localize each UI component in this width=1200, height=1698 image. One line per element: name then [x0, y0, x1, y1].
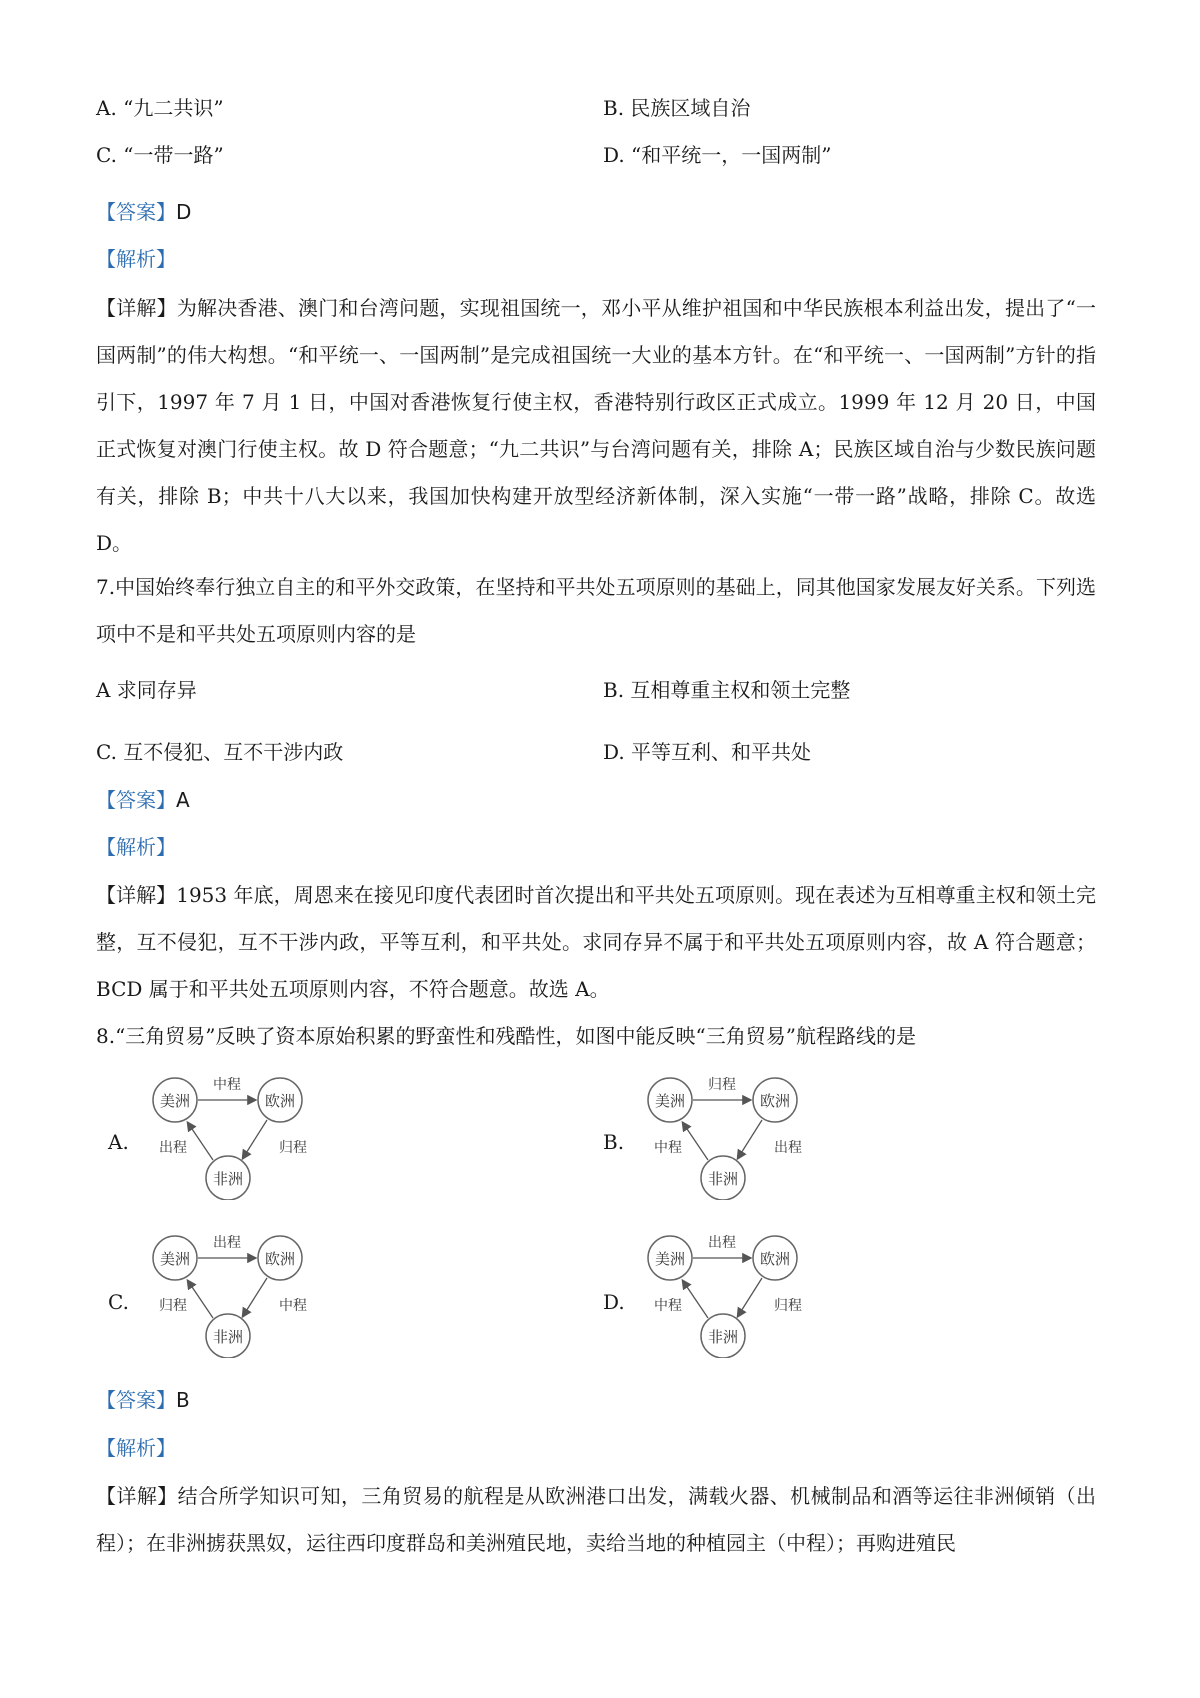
- q6-answer-line: [96, 198, 191, 226]
- q6-detail-text: 为解决香港、澳门和台湾问题，实现祖国统一，邓小平从维护祖国和中华民族根本利益出发，提出了“一国两制”的伟大构想。“和平统一、一国两制”是完成祖国统一大业的基本方针。在“和平统一、一国两制”方针的指引下，1997 年 7 月 1 日，中国对香港恢复行使主权，香港特别行政区正式成立。1999 年 12 月 20 日，中国正式恢复对澳门行使主权。故 D 符合题意；“九二共识”与台湾问题有关，排除 A；民族区域自治与少数民族问题有关，排除 B；中共十八大以来，我国加快构建开放型经济新体制，深入实施“一带一路”战略，排除 C。故选 D。: [96, 296, 1097, 555]
- arrow-africa-america: [683, 1281, 708, 1318]
- q7-stem: 7.中国始终奉行独立自主的和平外交政策，在坚持和平共处五项原则的基础上，同其他国家发展友好关系。下列选项中不是和平共处五项原则内容的是: [96, 575, 1096, 646]
- q7-analysis-line: [96, 833, 176, 861]
- arrow-africa-america: [188, 1123, 213, 1160]
- africa-label: 非洲: [707, 1170, 739, 1188]
- africa-label: 非洲: [212, 1328, 244, 1346]
- europe-label: 欧洲: [264, 1250, 296, 1268]
- america-label: 美洲: [159, 1092, 191, 1110]
- right-route-label: 中程: [279, 1298, 307, 1314]
- right-route-label: 出程: [774, 1140, 802, 1156]
- q8-option-c-label: C.: [108, 1290, 129, 1314]
- top-route-label: 中程: [213, 1077, 241, 1093]
- europe-label: 欧洲: [759, 1250, 791, 1268]
- analysis-tag: 【解析】: [96, 1436, 176, 1460]
- q8-option-b-label: B.: [603, 1130, 625, 1154]
- right-route-label: 归程: [774, 1298, 802, 1314]
- detail-tag: 【详解】: [96, 296, 177, 320]
- q7-option-b: B. 互相尊重主权和领土完整: [603, 678, 851, 702]
- europe-label: 欧洲: [759, 1092, 791, 1110]
- q7-detail: [96, 872, 1096, 1013]
- q8-answer-line: [96, 1386, 190, 1414]
- left-route-label: 中程: [654, 1298, 682, 1314]
- q8-option-a-label: A.: [108, 1130, 129, 1154]
- arrow-africa-america: [683, 1123, 708, 1160]
- arrow-europe-africa: [243, 1120, 267, 1158]
- q6-option-b: B. 民族区域自治: [603, 96, 751, 120]
- america-label: 美洲: [159, 1250, 191, 1268]
- arrow-europe-africa: [738, 1120, 762, 1158]
- america-label: 美洲: [654, 1092, 686, 1110]
- q8-answer: B: [176, 1388, 190, 1412]
- europe-label: 欧洲: [264, 1092, 296, 1110]
- q8-diagram-c: [145, 1228, 335, 1358]
- left-route-label: 归程: [159, 1298, 187, 1314]
- answer-tag: 【答案】: [96, 788, 176, 812]
- analysis-tag: 【解析】: [96, 247, 176, 271]
- q7-option-a: A 求同存异: [96, 678, 197, 702]
- q8-diagram-d: [640, 1228, 830, 1358]
- q8-option-d-label: D.: [603, 1290, 625, 1314]
- q7-answer: A: [176, 788, 190, 812]
- answer-tag: 【答案】: [96, 200, 176, 224]
- q6-detail: [96, 285, 1096, 567]
- left-route-label: 出程: [159, 1140, 187, 1156]
- top-route-label: 归程: [708, 1077, 736, 1093]
- q6-option-c: C. “一带一路”: [96, 143, 224, 167]
- q6-option-d: D. “和平统一，一国两制”: [603, 143, 832, 167]
- arrow-europe-africa: [243, 1278, 267, 1316]
- q8-diagram-a: [145, 1070, 335, 1200]
- america-label: 美洲: [654, 1250, 686, 1268]
- q7-detail-text: 1953 年底，周恩来在接见印度代表团时首次提出和平共处五项原则。现在表述为互相尊重主权和领土完整，互不侵犯，互不干涉内政，平等互利，和平共处。求同存异不属于和平共处五项原则内容，故 A 符合题意；BCD 属于和平共处五项原则内容，不符合题意。故选 A。: [96, 883, 1096, 1001]
- top-route-label: 出程: [708, 1235, 736, 1251]
- q8-diagram-b: [640, 1070, 830, 1200]
- answer-tag: 【答案】: [96, 1388, 176, 1412]
- q7-option-d: D. 平等互利、和平共处: [603, 740, 812, 764]
- top-route-label: 出程: [213, 1235, 241, 1251]
- left-route-label: 中程: [654, 1140, 682, 1156]
- arrow-europe-africa: [738, 1278, 762, 1316]
- africa-label: 非洲: [707, 1328, 739, 1346]
- q8-analysis-line: [96, 1434, 176, 1462]
- right-route-label: 归程: [279, 1140, 307, 1156]
- q8-detail: [96, 1473, 1096, 1567]
- q7-option-c: C. 互不侵犯、互不干涉内政: [96, 740, 344, 764]
- q7-answer-line: [96, 786, 190, 814]
- africa-label: 非洲: [212, 1170, 244, 1188]
- q8-stem: 8.“三角贸易”反映了资本原始积累的野蛮性和残酷性，如图中能反映“三角贸易”航程路线的是: [96, 1024, 916, 1048]
- q6-answer: D: [176, 200, 192, 224]
- q8-detail-text: 结合所学知识可知，三角贸易的航程是从欧洲港口出发，满载火器、机械制品和酒等运往非洲倾销（出程）；在非洲掳获黑奴，运往西印度群岛和美洲殖民地，卖给当地的种植园主（中程）；再购进殖民: [96, 1484, 1097, 1555]
- detail-tag: 【详解】: [96, 883, 177, 907]
- q6-option-a: A. “九二共识”: [96, 96, 224, 120]
- analysis-tag: 【解析】: [96, 835, 176, 859]
- detail-tag: 【详解】: [96, 1484, 178, 1508]
- q6-analysis-line: [96, 245, 176, 273]
- arrow-africa-america: [188, 1281, 213, 1318]
